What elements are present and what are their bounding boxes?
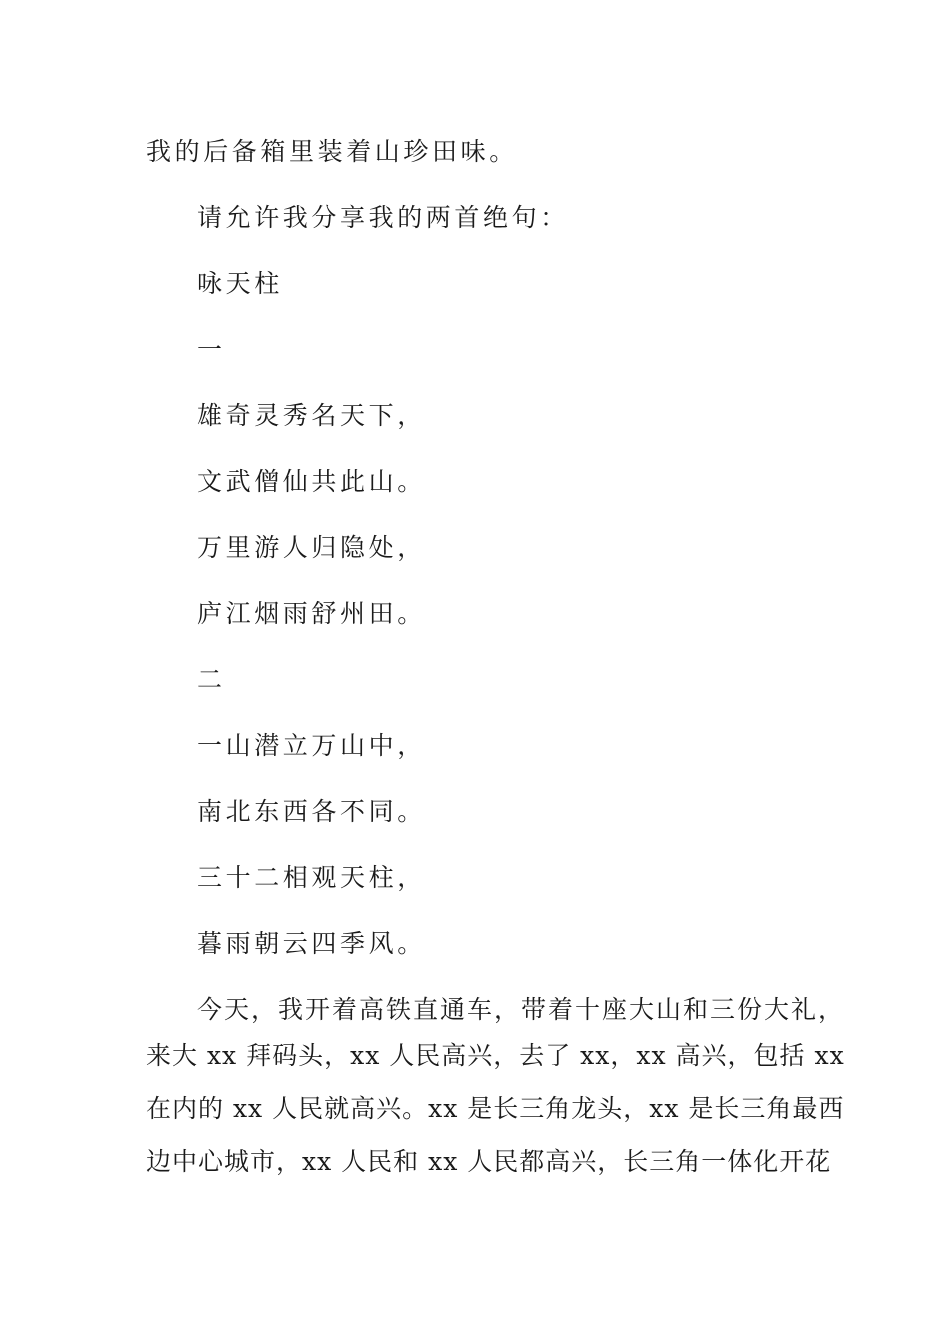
paragraph-line: 在内的 xx 人民就高兴。xx 是长三角龙头，xx 是长三角最西 (146, 1094, 845, 1123)
poem-line: 三十二相观天柱， (197, 863, 426, 892)
poem-line: 雄奇灵秀名天下， (197, 401, 426, 430)
text-line: 我的后备箱里装着山珍田味。 (146, 137, 518, 166)
poem-number: 二 (197, 665, 226, 694)
text-line: 请允许我分享我的两首绝句： (197, 203, 569, 232)
poem-line: 万里游人归隐处， (197, 533, 426, 562)
poem-number: 一 (197, 335, 226, 364)
poem-line: 文武僧仙共此山。 (197, 467, 426, 496)
poem-title: 咏天柱 (197, 269, 283, 298)
paragraph-line: 来大 xx 拜码头，xx 人民高兴，去了 xx，xx 高兴，包括 xx (146, 1041, 845, 1070)
poem-line: 庐江烟雨舒州田。 (197, 599, 426, 628)
paragraph-line: 今天，我开着高铁直通车，带着十座大山和三份大礼， (197, 995, 846, 1024)
poem-line: 南北东西各不同。 (197, 797, 426, 826)
poem-line: 暮雨朝云四季风。 (197, 929, 426, 958)
paragraph-line: 边中心城市，xx 人民和 xx 人民都高兴，长三角一体化开花 (146, 1147, 832, 1176)
poem-line: 一山潜立万山中， (197, 731, 426, 760)
